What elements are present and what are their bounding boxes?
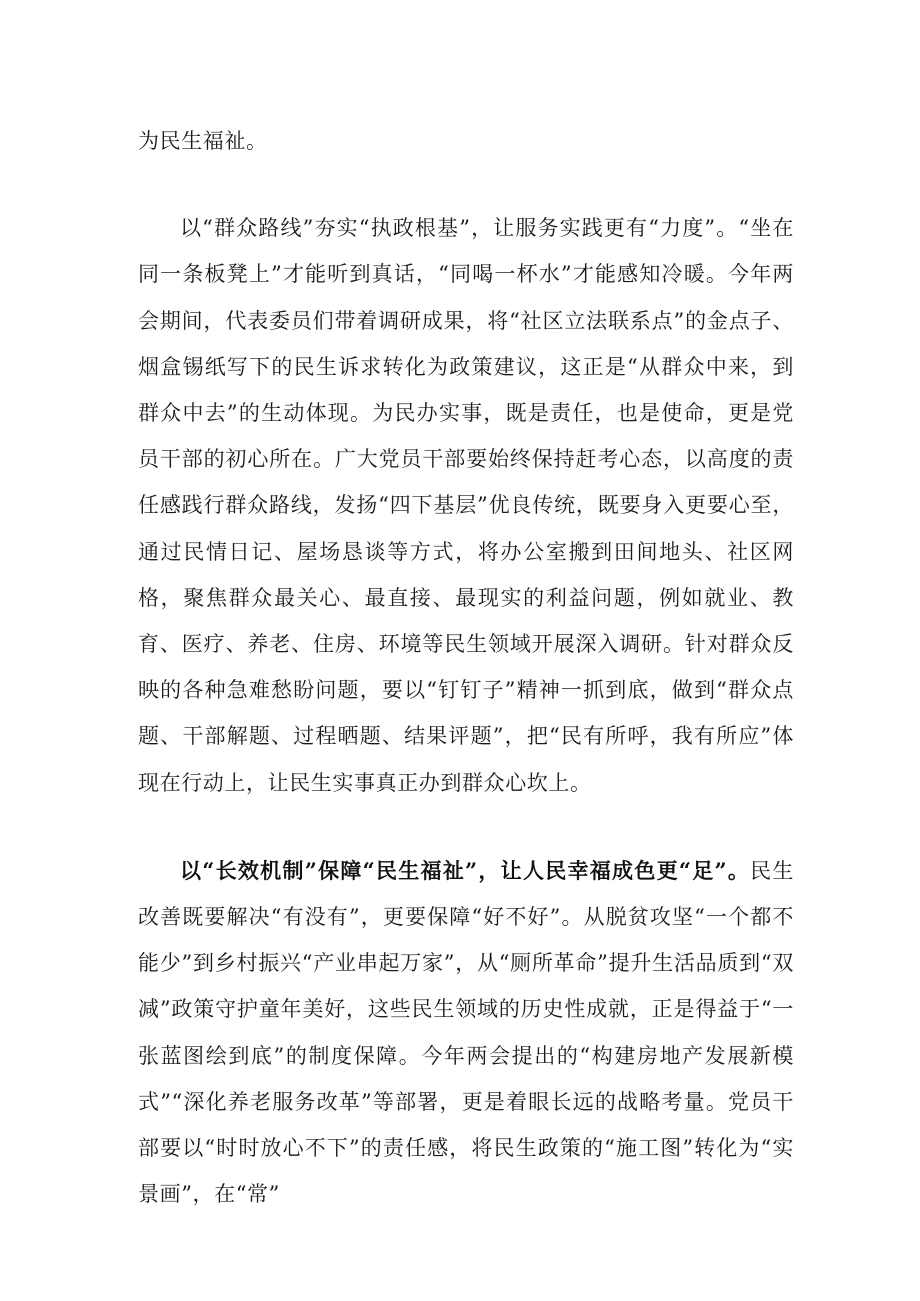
paragraph-mass-line (138, 205, 794, 806)
paragraph-text: 民生改善既要解决“有没有”，更要保障“好不好”。从脱贫攻坚“一个都不能少”到乡村振兴“产业串起万家”，从“厕所革命”提升生活品质到“双减”政策守护童年美好，这些民生领域的历史性成就，正是得益于“一张蓝图绘到底”的制度保障。今年两会提出的“构建房地产发展新模式”“深化养老服务改革”等部署，更是着眼长远的战略考量。党员干部要以“时时放心不下”的责任感，将民生政策的“施工图”转化为“实景画”，在“常” (138, 858, 794, 1207)
paragraph-text: 为民生福祉。 (138, 129, 268, 153)
paragraph-text: 以“群众路线”夯实“执政根基”，让服务实践更有“力度”。“坐在同一条板凳上”才能听到真话，“同喝一杯水”才能感知冷暖。今年两会期间，代表委员们带着调研成果，将“社区立法联系点”的金点子、烟盒锡纸写下的民生诉求转化为政策建议，这正是“从群众中来，到群众中去”的生动体现。为民办实事，既是责任，也是使命，更是党员干部的初心所在。广大党员干部要始终保持赶考心态，以高度的责任感践行群众路线，发扬“四下基层”优良传统，既要身入更要心至，通过民情日记、屋场恳谈等方式，将办公室搬到田间地头、社区网格，聚焦群众最关心、最直接、最现实的利益问题，例如就业、教育、医疗、养老、住房、环境等民生领域开展深入调研。针对群众反映的各种急难愁盼问题，要以“钉钉子”精神一抓到底，做到“群众点题、干部解题、过程晒题、结果评题”，把“民有所呼，我有所应”体现在行动上，让民生实事真正办到群众心坎上。 (138, 216, 794, 795)
paragraph-gap (138, 164, 794, 205)
paragraph-continuation (138, 118, 794, 164)
document-page (138, 118, 794, 1217)
paragraph-heading: 以“长效机制”保障“民生福祉”，让人民幸福成色更“足”。 (180, 857, 751, 883)
paragraph-long-term-mechanism (138, 848, 794, 1218)
paragraph-gap (138, 806, 794, 848)
